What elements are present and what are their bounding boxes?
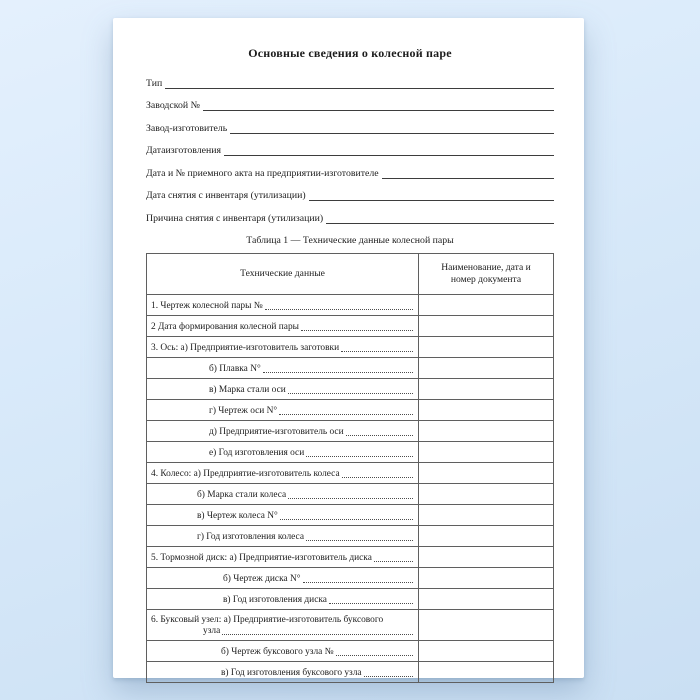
row-label: 3. Ось: а) Предприятие-изготовитель заготовки	[151, 342, 340, 353]
document-info-cell	[419, 640, 554, 661]
blank-line	[382, 177, 554, 179]
field-label: Датаизготовления	[146, 145, 221, 156]
document-info-cell	[419, 661, 554, 682]
row-label: в) Год изготовления буксового узла	[221, 667, 362, 678]
row-label: г) Год изготовления колеса	[197, 531, 304, 542]
form-field-factory-number	[146, 90, 554, 113]
blank-line	[165, 87, 554, 89]
dot-leader	[341, 350, 413, 352]
table-caption: Таблица 1 — Технические данные колесной пары	[246, 234, 454, 246]
row-label: д) Предприятие-изготовитель оси	[209, 426, 344, 437]
document-info-cell	[419, 441, 554, 462]
document-info-cell	[419, 609, 554, 640]
row-label: г) Чертеж оси N°	[209, 405, 278, 416]
document-info-cell	[419, 420, 554, 441]
row-label: 1. Чертеж колесной пары №	[151, 300, 263, 311]
technical-data-table	[146, 253, 554, 683]
row-label: е) Год изготовления оси	[209, 447, 305, 458]
row-label: 6. Буксовый узел: а) Предприятие-изготовитель буксового	[151, 614, 384, 625]
table-row	[147, 546, 554, 567]
table-header-row	[147, 253, 554, 294]
field-label: Причина снятия с инвентаря (утилизации)	[146, 212, 324, 224]
dot-leader	[364, 675, 413, 677]
document-info-cell	[419, 336, 554, 357]
table-row	[147, 294, 554, 315]
form-field-acceptance-act	[146, 157, 554, 180]
row-label-continued: узла	[203, 625, 221, 636]
dot-leader	[306, 539, 413, 541]
table-row	[147, 640, 554, 661]
row-label: в) Год изготовления диска	[223, 594, 327, 605]
row-label: б) Чертеж диска N°	[223, 573, 301, 584]
form-field-manufacture-date	[146, 135, 554, 158]
document-info-cell	[419, 525, 554, 546]
table-row	[147, 441, 554, 462]
dot-leader	[265, 308, 413, 310]
dot-leader	[279, 413, 413, 415]
dot-leader	[329, 602, 413, 604]
dot-leader	[346, 434, 413, 436]
dot-leader	[222, 633, 413, 635]
field-label: Дата снятия с инвентаря (утилизации)	[146, 190, 306, 201]
table-row	[147, 357, 554, 378]
table-row	[147, 315, 554, 336]
field-label: Завод-изготовитель	[146, 122, 228, 134]
document-info-cell	[419, 504, 554, 525]
document-info-cell	[419, 378, 554, 399]
table-row	[147, 567, 554, 588]
blank-line	[309, 199, 554, 201]
document-info-cell	[419, 546, 554, 567]
row-label: б) Марка стали колеса	[197, 489, 287, 500]
document-info-cell	[419, 483, 554, 504]
field-label: Тип	[146, 77, 163, 89]
row-label: 2 Дата формирования колесной пары	[151, 321, 299, 332]
form-field-type	[146, 67, 554, 90]
dot-leader	[301, 329, 413, 331]
document-title: Основные сведения о колесной паре	[248, 46, 452, 60]
table-row	[147, 504, 554, 525]
dot-leader	[280, 518, 413, 520]
dot-leader	[303, 581, 413, 583]
form-fields	[146, 67, 554, 225]
row-label: в) Чертеж колеса N°	[197, 510, 278, 521]
dot-leader	[374, 560, 413, 562]
table-row	[147, 588, 554, 609]
dot-leader	[263, 371, 413, 373]
document-sheet	[113, 18, 584, 678]
row-label: б) Чертеж буксового узла №	[221, 646, 334, 657]
document-info-cell	[419, 357, 554, 378]
table-row	[147, 525, 554, 546]
table-row	[147, 462, 554, 483]
column-header-document-info: Наименование, дата и номер документа	[419, 253, 554, 294]
blank-line	[203, 109, 554, 111]
document-info-cell	[419, 315, 554, 336]
blank-line	[326, 222, 554, 224]
blank-line	[224, 154, 554, 156]
dot-leader	[288, 392, 413, 394]
row-label: в) Марка стали оси	[209, 384, 286, 395]
row-label: 5. Тормозной диск: а) Предприятие-изготовитель диска	[151, 552, 372, 563]
table-row	[147, 378, 554, 399]
dot-leader	[306, 455, 413, 457]
table-row	[147, 399, 554, 420]
row-label: б) Плавка N°	[209, 363, 261, 374]
field-label: Заводской №	[146, 100, 200, 111]
form-field-decommission-date	[146, 180, 554, 203]
dot-leader	[342, 476, 413, 478]
dot-leader	[336, 654, 413, 656]
row-label: 4. Колесо: а) Предприятие-изготовитель колеса	[151, 468, 340, 479]
document-info-cell	[419, 462, 554, 483]
table-row	[147, 661, 554, 682]
blank-line	[230, 132, 554, 134]
table-row	[147, 420, 554, 441]
form-field-decommission-reason	[146, 202, 554, 225]
table-row	[147, 483, 554, 504]
document-info-cell	[419, 567, 554, 588]
column-header-technical-data: Технические данные	[147, 253, 419, 294]
dot-leader	[288, 497, 413, 499]
field-label: Дата и № приемного акта на предприятии-изготовителе	[146, 167, 379, 179]
table-row	[147, 609, 554, 640]
document-info-cell	[419, 588, 554, 609]
form-field-manufacturer	[146, 112, 554, 135]
table-row	[147, 336, 554, 357]
document-info-cell	[419, 399, 554, 420]
document-info-cell	[419, 294, 554, 315]
